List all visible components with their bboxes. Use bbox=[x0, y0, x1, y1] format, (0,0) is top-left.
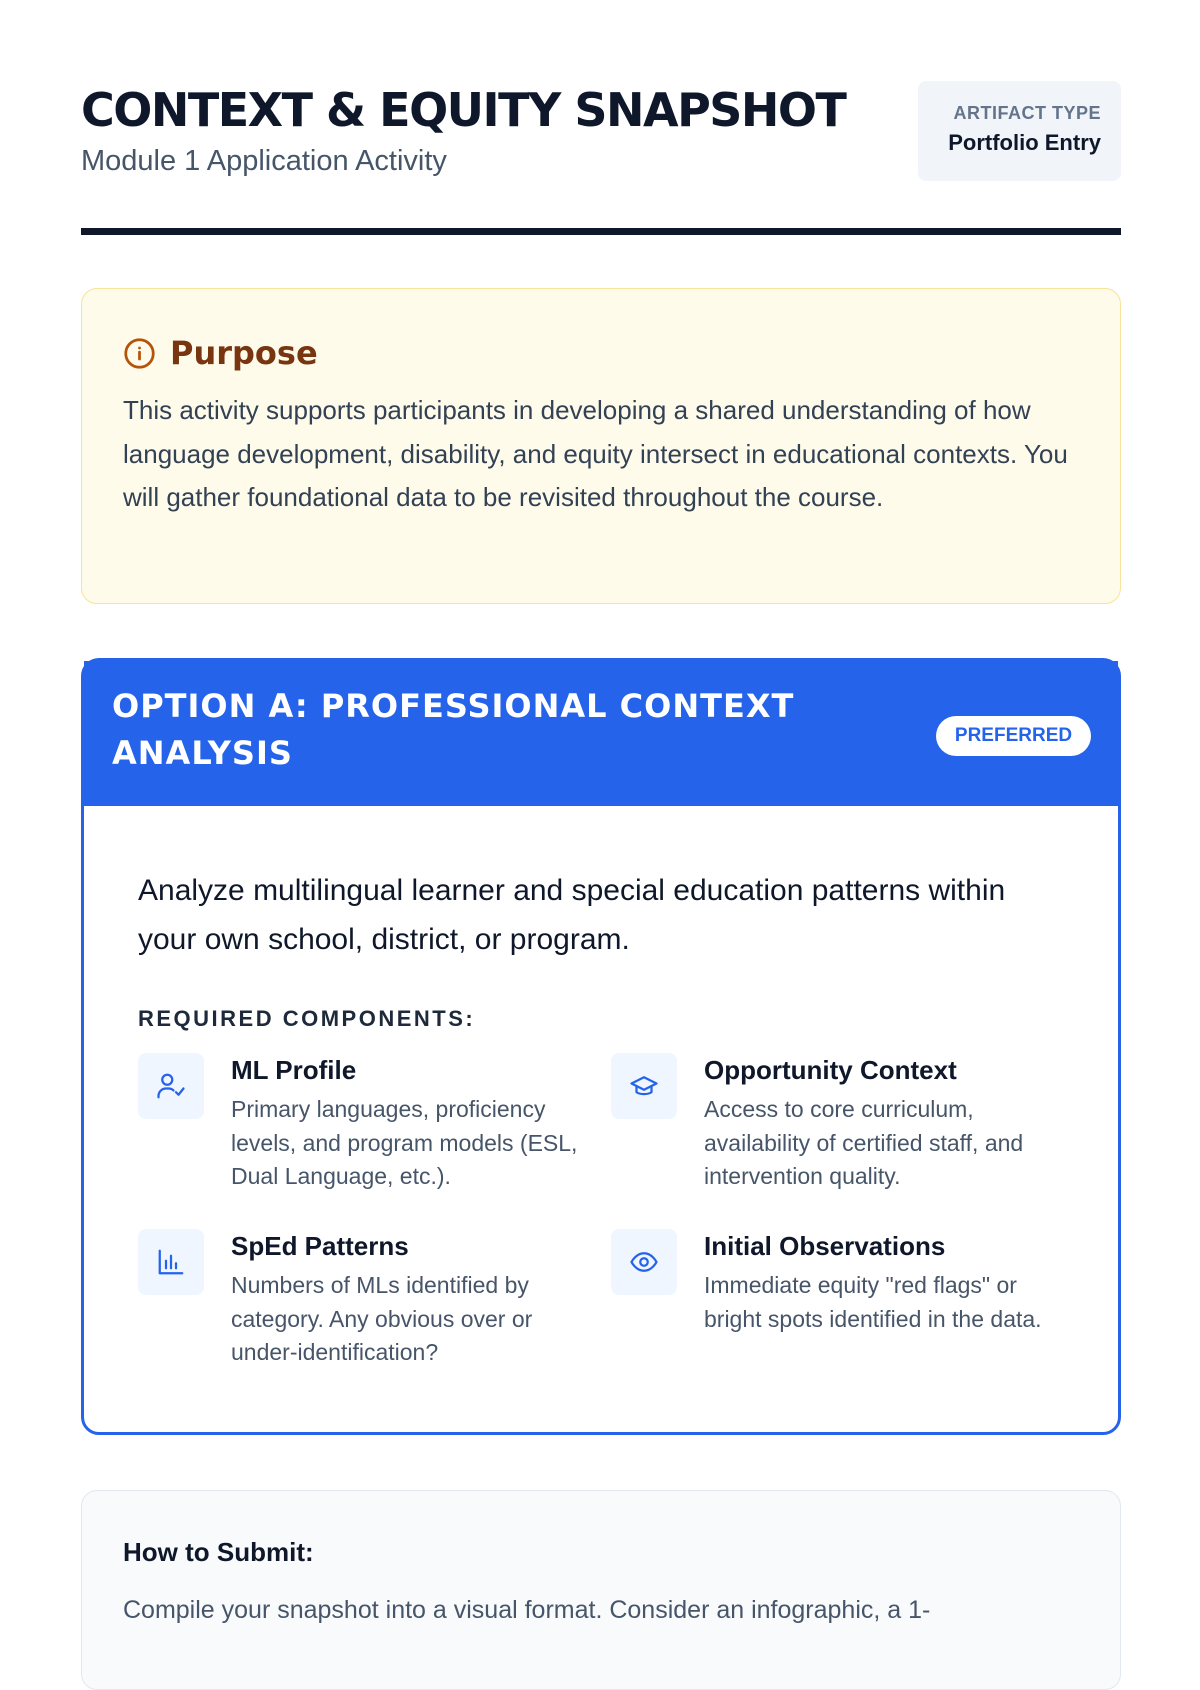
component-text: Immediate equity "red flags" or bright spots identified in the data. bbox=[704, 1272, 1042, 1332]
info-circle-icon bbox=[123, 337, 156, 370]
artifact-type-label: ARTIFACT TYPE bbox=[953, 103, 1101, 123]
component-title: Initial Observations bbox=[704, 1231, 946, 1261]
option-a-header bbox=[84, 661, 1118, 806]
page-header bbox=[81, 80, 1121, 235]
option-a-card bbox=[81, 658, 1121, 1435]
page-subtitle: Module 1 Application Activity bbox=[81, 145, 447, 177]
component-ml-profile bbox=[138, 1053, 583, 1213]
how-to-submit-box bbox=[81, 1490, 1121, 1690]
component-text: Numbers of MLs identified by category. Any obvious over or under-identification? bbox=[231, 1272, 533, 1365]
component-text: Access to core curriculum, availability of certified staff, and intervention quality. bbox=[704, 1096, 1024, 1189]
submit-title: How to Submit: bbox=[123, 1537, 314, 1567]
option-a-description: Analyze multilingual learner and special education patterns within your own school, district, or program. bbox=[138, 874, 1006, 956]
purpose-header bbox=[123, 331, 1080, 375]
component-title: SpEd Patterns bbox=[231, 1231, 409, 1261]
purpose-text: This activity supports participants in developing a shared understanding of how language development, disability, and equity intersect in educational contexts. You will gather foundational data to be revisited throughout the course. bbox=[123, 395, 1068, 512]
component-sped-patterns bbox=[138, 1229, 583, 1389]
eye-icon bbox=[611, 1229, 677, 1295]
component-opportunity-context bbox=[611, 1053, 1056, 1213]
bar-chart-icon bbox=[138, 1229, 204, 1295]
component-initial-observations bbox=[611, 1229, 1056, 1389]
component-title: ML Profile bbox=[231, 1055, 357, 1085]
preferred-badge: PREFERRED bbox=[936, 716, 1091, 756]
required-components-label: REQUIRED COMPONENTS: bbox=[138, 1006, 476, 1031]
header-divider bbox=[81, 228, 1121, 235]
artifact-type-box bbox=[918, 81, 1121, 181]
submit-text: Compile your snapshot into a visual format. Consider an infographic, a 1- bbox=[123, 1596, 931, 1624]
page-title: CONTEXT & EQUITY SNAPSHOT bbox=[81, 83, 846, 137]
component-title: Opportunity Context bbox=[704, 1055, 957, 1085]
user-check-icon bbox=[138, 1053, 204, 1119]
option-a-title: OPTION A: PROFESSIONAL CONTEXT ANALYSIS bbox=[112, 687, 795, 772]
artifact-type-value: Portfolio Entry bbox=[948, 130, 1101, 155]
component-text: Primary languages, proficiency levels, and program models (ESL, Dual Language, etc.). bbox=[231, 1096, 578, 1189]
graduation-cap-icon bbox=[611, 1053, 677, 1119]
purpose-title: Purpose bbox=[170, 334, 318, 372]
purpose-callout bbox=[81, 288, 1121, 604]
